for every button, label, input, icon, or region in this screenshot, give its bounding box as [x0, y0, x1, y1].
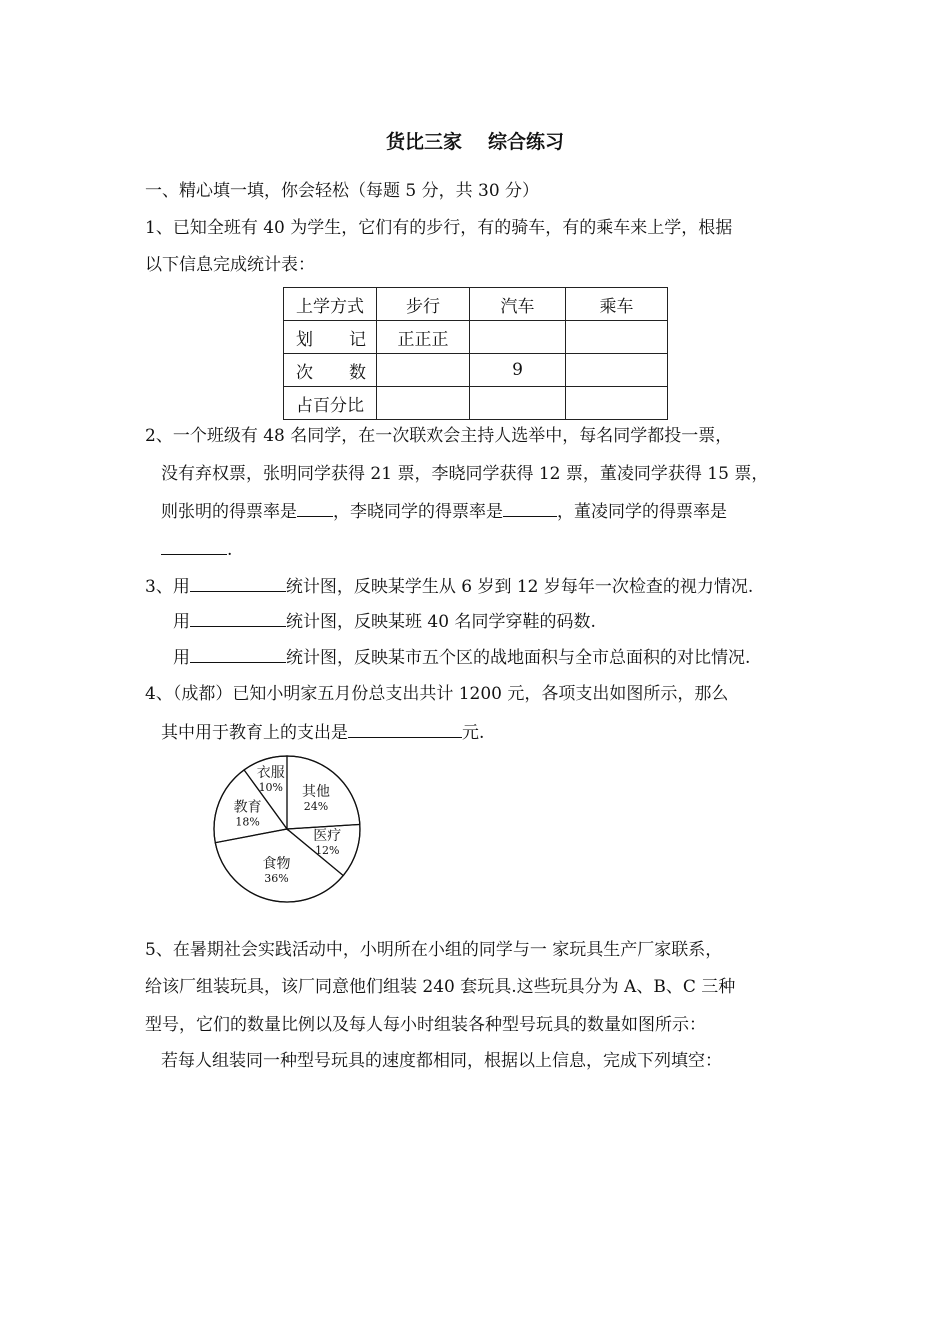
answer-blank [348, 721, 462, 738]
pie-value-0: 24% [303, 800, 329, 814]
table-cell [377, 354, 470, 387]
table-cell: 正正正 [377, 321, 470, 354]
table-cell [470, 321, 566, 354]
q1-line1: 1、已知全班有 40 为学生，它们有的步行，有的骑车，有的乘车来上学，根据 [145, 218, 733, 238]
table-header-cell: 乘车 [566, 288, 668, 321]
stats-table [283, 287, 668, 420]
q3-line1: 3、用 统计图，反映某学生从 6 岁到 12 岁每年一次检查的视力情况. [145, 577, 754, 597]
pie-label-2: 食物 [262, 856, 291, 872]
q3-line3: 用 统计图，反映某市五个区的战地面积与全市总面积的对比情况. [173, 648, 751, 668]
row-label: 划 记 [284, 321, 377, 354]
answer-blank [161, 538, 227, 555]
title-part1: 货比三家 [385, 131, 462, 153]
table-header-cell: 上学方式 [284, 288, 377, 321]
table-cell [566, 354, 668, 387]
q4-line1: 4、（成都）已知小明家五月份总支出共计 1200 元，各项支出如图所示，那么 [145, 684, 729, 704]
section1-heading: 一、精心填一填，你会轻松（每题 5 分，共 30 分） [145, 181, 540, 201]
q5-line3: 型号，它们的数量比例以及每人每小时组装各种型号玩具的数量如图所示： [145, 1015, 706, 1035]
pie-label-3: 教育 [233, 799, 262, 816]
table-cell [377, 387, 470, 420]
answer-blank [297, 500, 333, 517]
q5-line1: 5、在暑期社会实践活动中，小明所在小组的同学与一 家玩具生产厂家联系， [145, 940, 723, 960]
q1-line2: 以下信息完成统计表： [145, 255, 315, 275]
expense-pie-chart [200, 752, 370, 912]
pie-label-1: 医疗 [313, 828, 342, 845]
table-header-cell: 汽车 [470, 288, 566, 321]
pie-value-3: 18% [235, 815, 260, 829]
table-row [284, 354, 668, 387]
table-row [284, 387, 668, 420]
q5-line4: 若每人组装同一种型号玩具的速度都相同，根据以上信息，完成下列填空： [161, 1051, 722, 1071]
table-cell [470, 387, 566, 420]
row-label: 占百分比 [284, 387, 377, 420]
answer-blank [503, 500, 557, 517]
table-cell [566, 387, 668, 420]
q2-line1: 2、一个班级有 48 名同学，在一次联欢会主持人选举中，每名同学都投一票， [145, 426, 733, 446]
title-part2: 综合练习 [488, 131, 565, 153]
pie-value-4: 10% [258, 781, 284, 794]
answer-blank [190, 646, 286, 663]
q4-line2: 其中用于教育上的支出是 元. [161, 723, 485, 743]
pie-label-4: 衣服 [256, 765, 285, 781]
q2-line2: 没有弃权票，张明同学获得 21 票，李晓同学获得 12 票，董凌同学获得 15 票， [161, 464, 769, 484]
answer-blank [190, 610, 286, 627]
q3-line2: 用 统计图，反映某班 40 名同学穿鞋的码数. [173, 612, 596, 632]
table-header-cell: 步行 [377, 288, 470, 321]
table-row [284, 321, 668, 354]
row-label: 次 数 [284, 354, 377, 387]
table-cell [566, 321, 668, 354]
pie-value-1: 12% [315, 844, 340, 858]
pie-value-2: 36% [264, 872, 289, 885]
q2-line4: . [161, 538, 232, 561]
q5-line2: 给该厂组装玩具，该厂同意他们组装 240 套玩具.这些玩具分为 A、B、C 三种 [145, 977, 736, 997]
page-title [0, 130, 950, 154]
q2-line3: 则张明的得票率是 ，李晓同学的得票率是 ，董凌同学的得票率是 [161, 502, 727, 522]
pie-label-0: 其他 [302, 784, 330, 801]
answer-blank [190, 575, 286, 592]
table-cell: 9 [470, 354, 566, 387]
table-header-row [284, 288, 668, 321]
